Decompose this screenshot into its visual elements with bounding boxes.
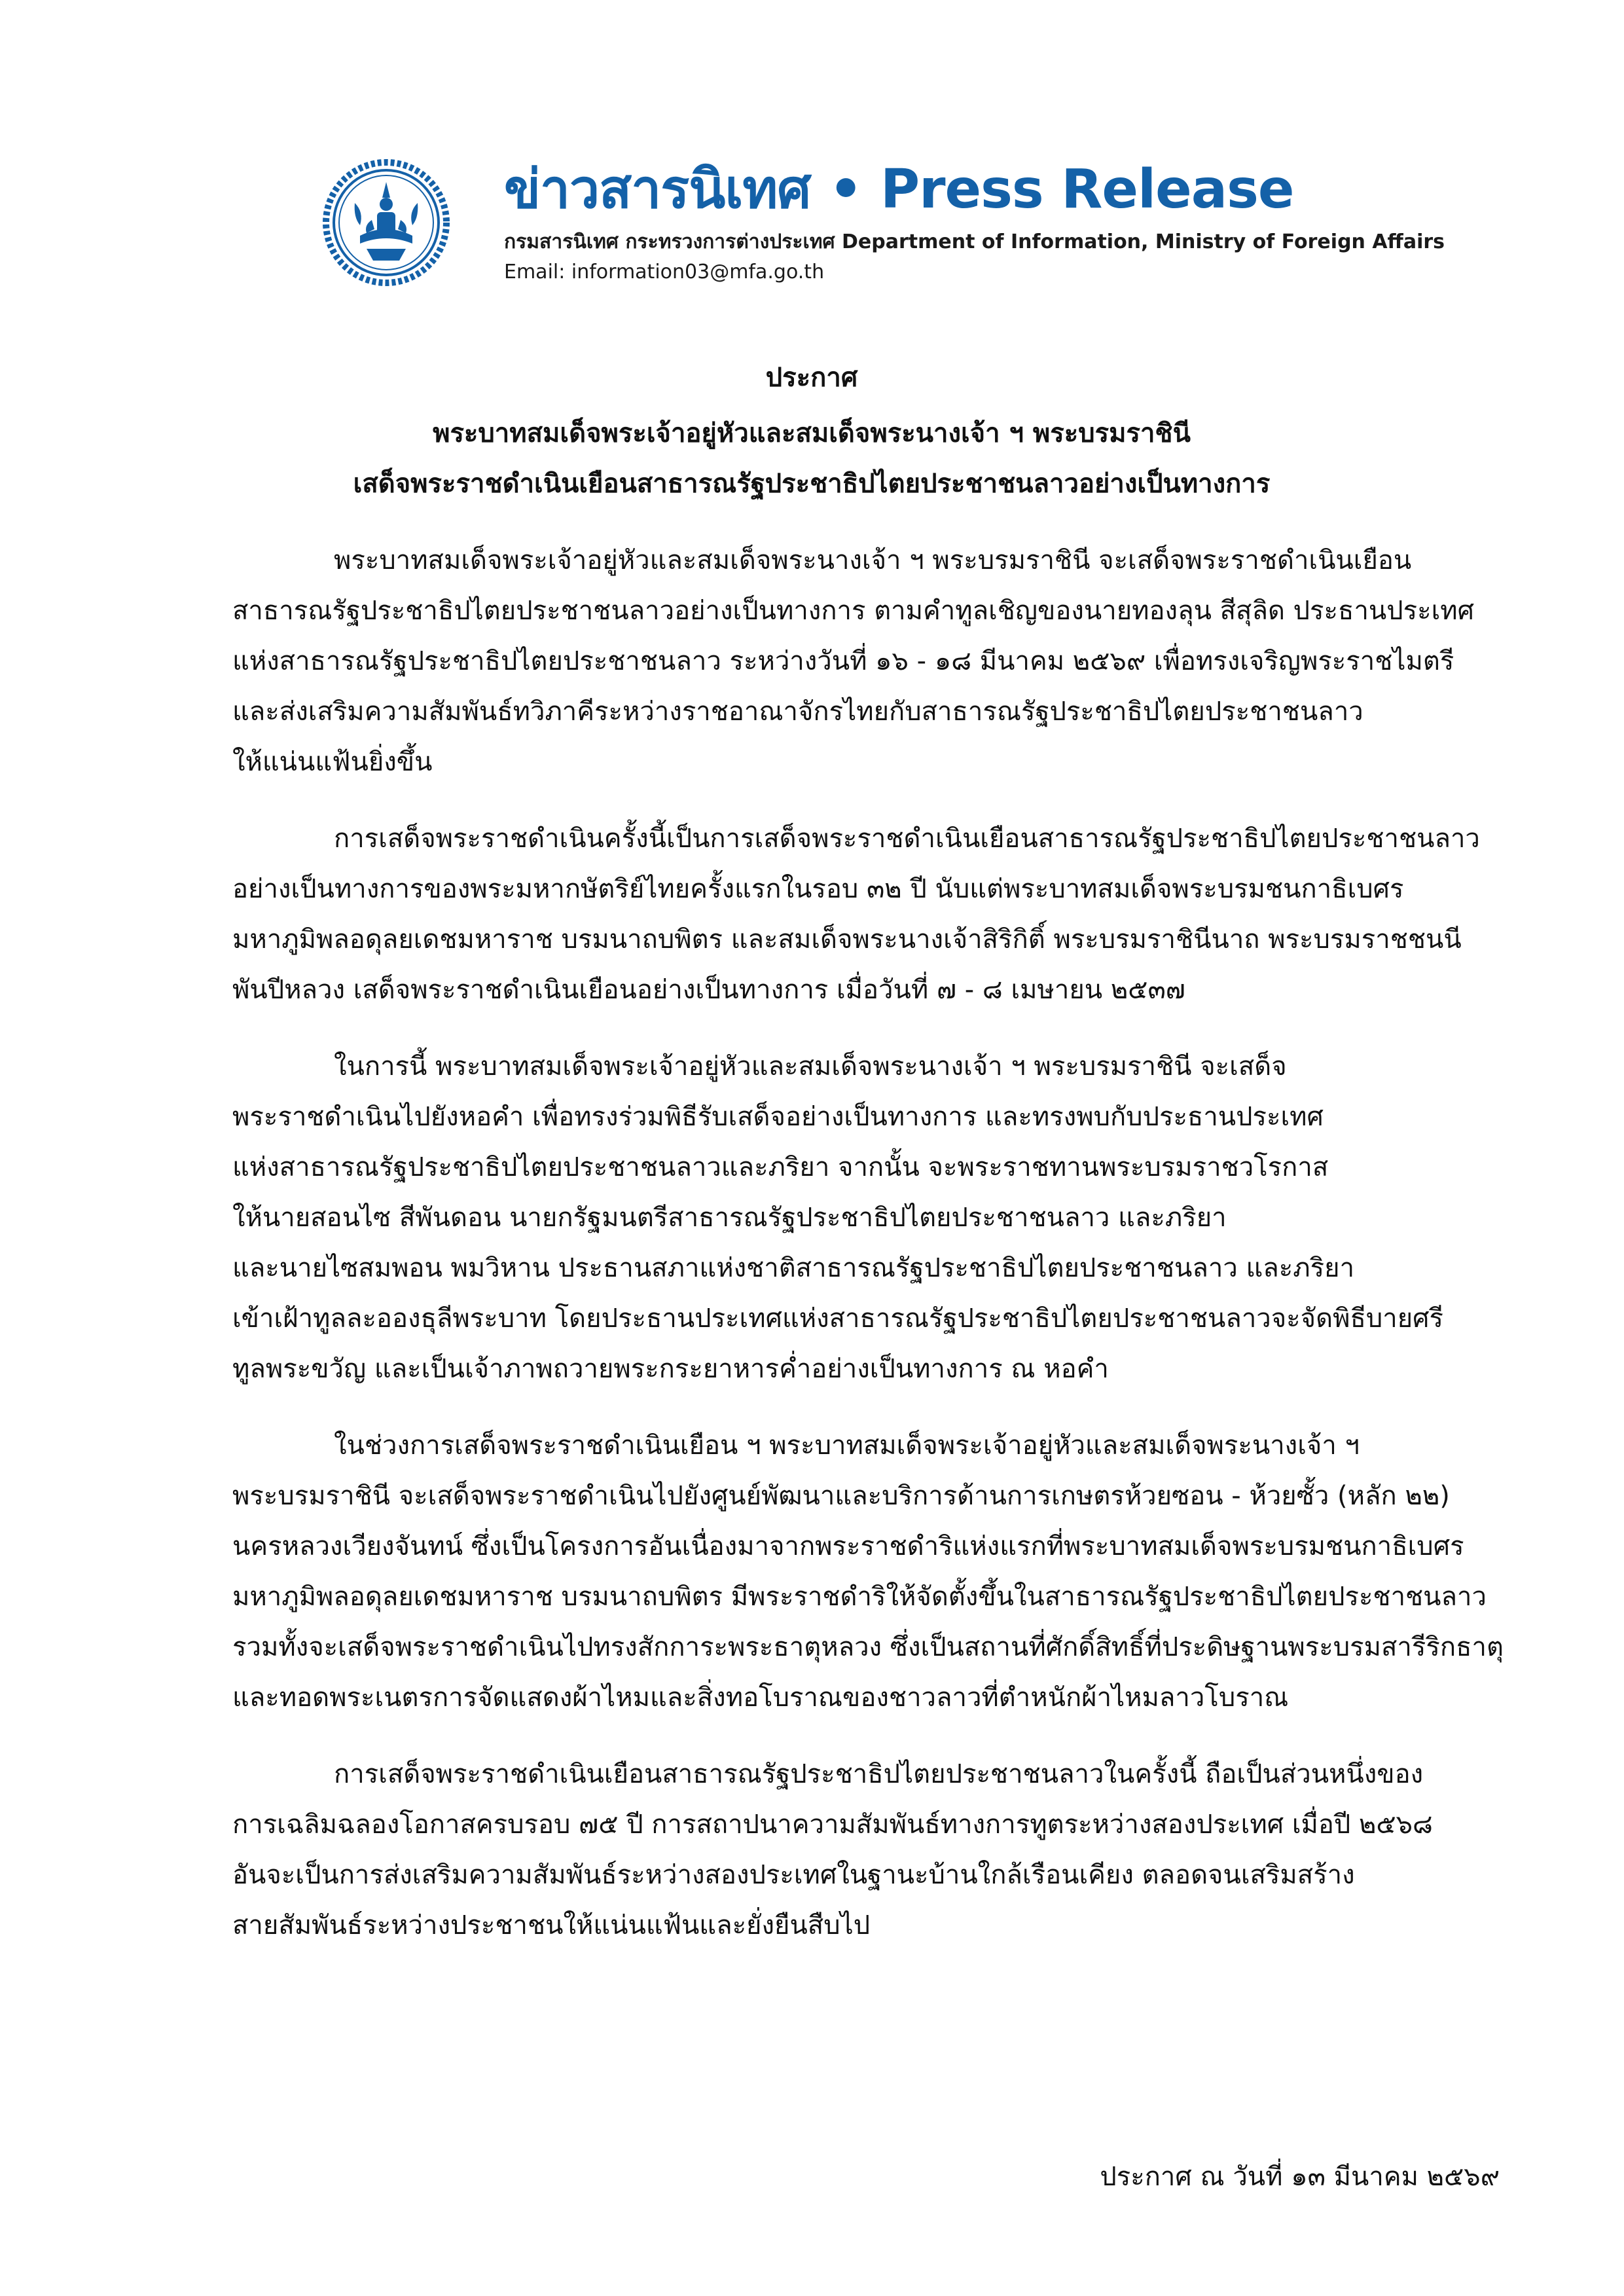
paragraph-line: และนายไซสมพอน พมวิหาน ประธานสภาแห่งชาติสาธารณรัฐประชาธิปไตยประชาชนลาว และภริยา	[232, 1253, 1355, 1283]
paragraph-2	[232, 814, 1489, 1015]
paragraph-line: อย่างเป็นทางการของพระมหากษัตริย์ไทยครั้งแรกในรอบ ๓๒ ปี นับแต่พระบาทสมเด็จพระบรมชนกาธิเบศร	[232, 874, 1404, 904]
announcement-body	[232, 536, 1504, 1977]
paragraph-line: สายสัมพันธ์ระหว่างประชาชนให้แน่นแฟ้นและยั่งยืนสืบไป	[232, 1910, 871, 1941]
paragraph-line: การเสด็จพระราชดำเนินครั้งนี้เป็นการเสด็จพระราชดำเนินเยือนสาธารณรัฐประชาธิปไตยประชาชนลาว	[334, 824, 1480, 854]
paragraph-line: ในช่วงการเสด็จพระราชดำเนินเยือน ฯ พระบาทสมเด็จพระเจ้าอยู่หัวและสมเด็จพระนางเจ้า ฯ	[334, 1430, 1360, 1461]
paragraph-5	[232, 1749, 1489, 1951]
ministry-seal-icon	[321, 157, 452, 288]
announcement-date: ประกาศ ณ วันที่ ๑๓ มีนาคม ๒๕๖๙	[1100, 2162, 1500, 2192]
paragraph-line: มหาภูมิพลอดุลยเดชมหาราช บรมนาถบพิตร และสมเด็จพระนางเจ้าสิริกิติ์ พระบรมราชินีนาถ พระบรมราชชนนี	[232, 924, 1462, 955]
paragraph-line: และทอดพระเนตรการจัดแสดงผ้าไหมและสิ่งทอโบราณของชาวลาวที่ตำหนักผ้าไหมลาวโบราณ	[232, 1683, 1289, 1713]
paragraph-line: ทูลพระขวัญ และเป็นเจ้าภาพถวายพระกระยาหารค่ำอย่างเป็นทางการ ณ หอคำ	[232, 1354, 1109, 1384]
paragraph-line: และส่งเสริมความสัมพันธ์ทวิภาคีระหว่างราชอาณาจักรไทยกับสาธารณรัฐประชาธิปไตยประชาชนลาว	[232, 697, 1363, 727]
paragraph-3	[232, 1042, 1489, 1394]
paragraph-line: การเสด็จพระราชดำเนินเยือนสาธารณรัฐประชาธิปไตยประชาชนลาวในครั้งนี้ ถือเป็นส่วนหนึ่งของ	[334, 1759, 1424, 1789]
brand-block	[504, 157, 1445, 285]
department-name: กรมสารนิเทศ กระทรวงการต่างประเทศ Department of Information, Ministry of Foreign Affairs	[504, 230, 1445, 253]
paragraph-line: การเฉลิมฉลองโอกาสครบรอบ ๗๕ ปี การสถาปนาความสัมพันธ์ทางการทูตระหว่างสองประเทศ เมื่อปี ๒๕๖๘	[232, 1810, 1433, 1840]
paragraph-line: รวมทั้งจะเสด็จพระราชดำเนินไปทรงสักการะพระธาตุหลวง ซึ่งเป็นสถานที่ศักดิ์สิทธิ์ที่ประดิษฐานพระบรมสารีริกธาตุ	[232, 1632, 1504, 1662]
paragraph-line: ให้แน่นแฟ้นยิ่งขึ้น	[232, 747, 433, 777]
paragraph-line: พระบรมราชินี จะเสด็จพระราชดำเนินไปยังศูนย์พัฒนาและบริการด้านการเกษตรห้วยซอน - ห้วยซั้ว (หลัก ๒๒)	[232, 1481, 1450, 1511]
press-release-header	[321, 157, 1499, 295]
announcement-label: ประกาศ	[765, 363, 858, 393]
paragraph-line: พันปีหลวง เสด็จพระราชดำเนินเยือนอย่างเป็นทางการ เมื่อวันที่ ๗ - ๘ เมษายน ๒๕๓๗	[232, 975, 1185, 1005]
paragraph-line: ให้นายสอนไซ สีพันดอน นายกรัฐมนตรีสาธารณรัฐประชาธิปไตยประชาชนลาว และภริยา	[232, 1203, 1227, 1233]
paragraph-line: มหาภูมิพลอดุลยเดชมหาราช บรมนาถบพิตร มีพระราชดำริให้จัดตั้งขึ้นในสาธารณรัฐประชาธิปไตยประชาชนลาว	[232, 1582, 1487, 1612]
paragraph-line: พระบาทสมเด็จพระเจ้าอยู่หัวและสมเด็จพระนางเจ้า ฯ พระบรมราชินี จะเสด็จพระราชดำเนินเยือน	[334, 545, 1412, 575]
paragraph-line: สาธารณรัฐประชาธิปไตยประชาชนลาวอย่างเป็นทางการ ตามคำทูลเชิญของนายทองลุน สีสุลิด ประธานประเทศ	[232, 596, 1475, 626]
paragraph-4	[232, 1421, 1504, 1723]
contact-email: Email: information03@mfa.go.th	[504, 261, 825, 283]
paragraph-1	[232, 536, 1489, 788]
paragraph-line: แห่งสาธารณรัฐประชาธิปไตยประชาชนลาว ระหว่างวันที่ ๑๖ - ๑๘ มีนาคม ๒๕๖๙ เพื่อทรงเจริญพระราชไมตรี	[232, 646, 1454, 676]
paragraph-line: อันจะเป็นการส่งเสริมความสัมพันธ์ระหว่างสองประเทศในฐานะบ้านใกล้เรือนเคียง ตลอดจนเสริมสร้าง	[232, 1860, 1355, 1890]
paragraph-line: นครหลวงเวียงจันทน์ ซึ่งเป็นโครงการอันเนื่องมาจากพระราชดำริแห่งแรกที่พระบาทสมเด็จพระบรมชนกาธิเบศร	[232, 1531, 1464, 1561]
paragraph-line: แห่งสาธารณรัฐประชาธิปไตยประชาชนลาวและภริยา จากนั้น จะพระราชทานพระบรมราชวโรกาส	[232, 1152, 1329, 1182]
paragraph-line: พระราชดำเนินไปยังหอคำ เพื่อทรงร่วมพิธีรับเสด็จอย่างเป็นทางการ และทรงพบกับประธานประเทศ	[232, 1102, 1324, 1132]
brand-title: ข่าวสารนิเทศ • Press Release	[504, 158, 1294, 221]
announcement-title-line-1: พระบาทสมเด็จพระเจ้าอยู่หัวและสมเด็จพระนางเจ้า ฯ พระบรมราชินี	[433, 418, 1191, 448]
paragraph-line: เข้าเฝ้าทูลละอองธุลีพระบาท โดยประธานประเทศแห่งสาธารณรัฐประชาธิปไตยประชาชนลาวจะจัดพิธีบายศรี	[232, 1303, 1444, 1334]
paragraph-line: ในการนี้ พระบาทสมเด็จพระเจ้าอยู่หัวและสมเด็จพระนางเจ้า ฯ พระบรมราชินี จะเสด็จ	[334, 1051, 1287, 1082]
announcement-title-line-2: เสด็จพระราชดำเนินเยือนสาธารณรัฐประชาธิปไตยประชาชนลาวอย่างเป็นทางการ	[353, 469, 1271, 499]
